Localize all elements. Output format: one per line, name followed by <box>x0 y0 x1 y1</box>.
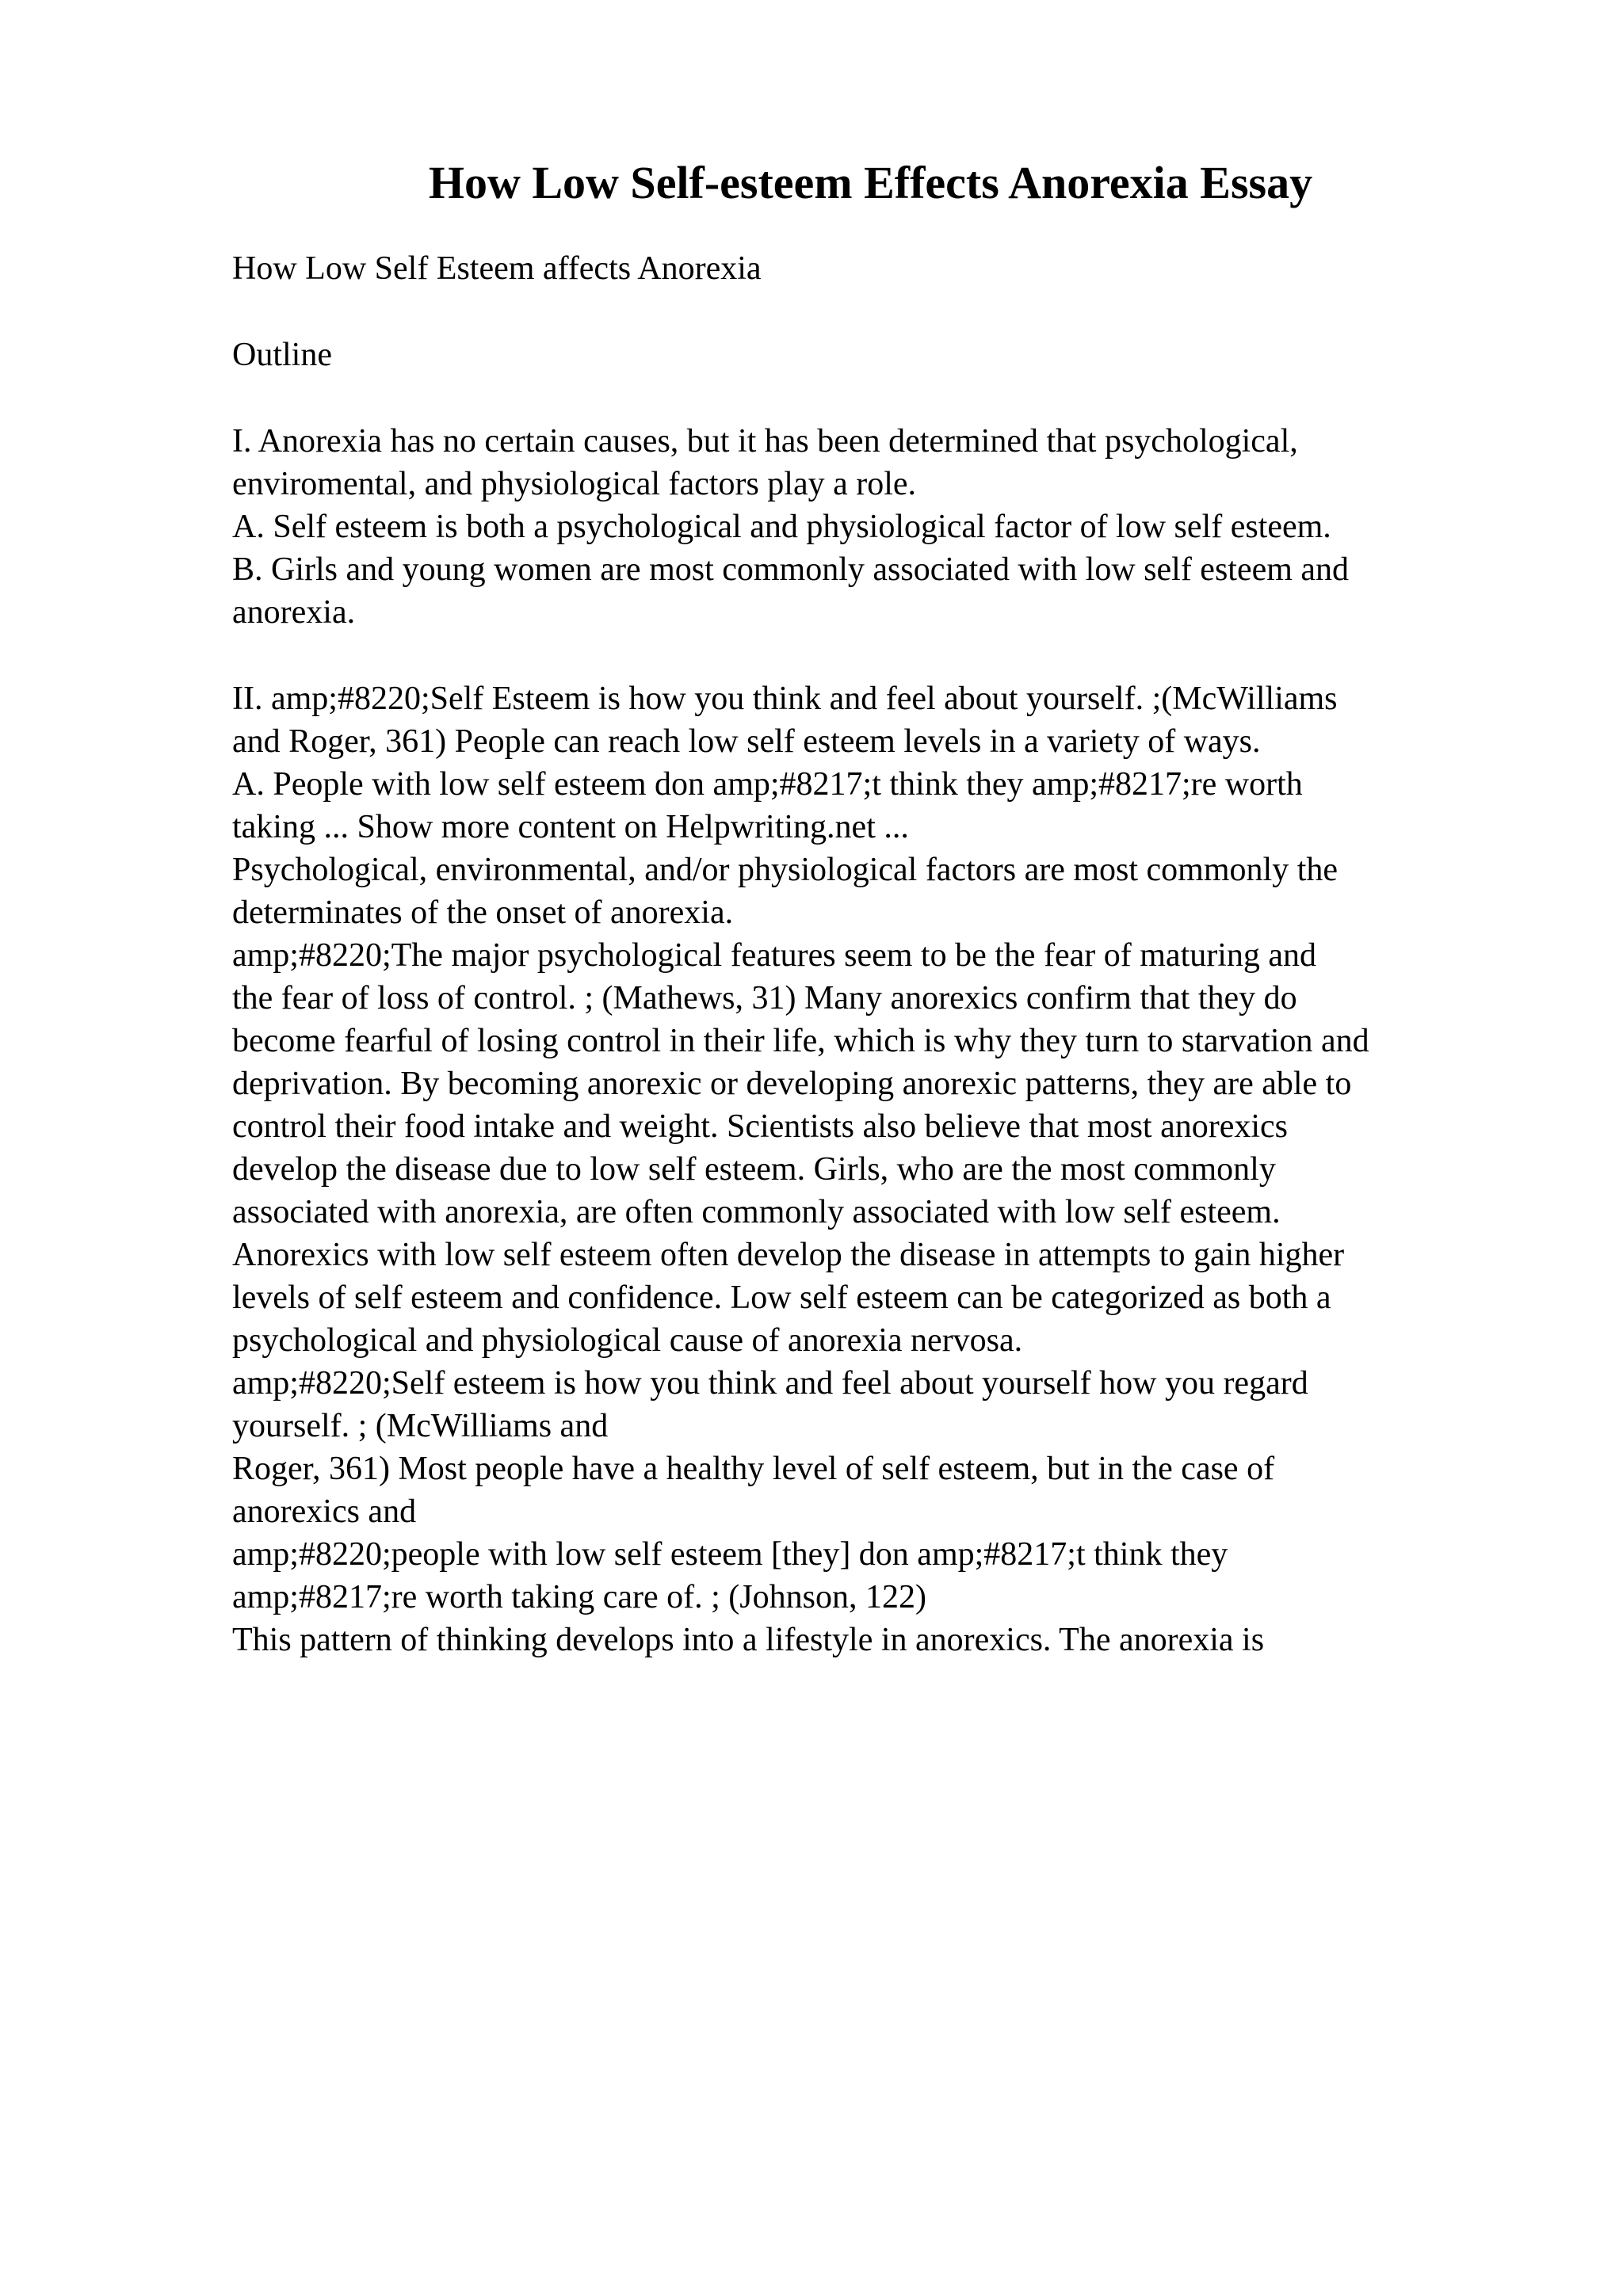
document-subtitle <box>232 247 1532 290</box>
text-line: yourself. ; (McWilliams and <box>232 1408 609 1444</box>
text-line: B. Girls and young women are most commonly associated with low self esteem and <box>232 551 1350 588</box>
document-title: How Low Self-esteem Effects Anorexia Essay <box>428 157 1313 208</box>
text-line: enviromental, and physiological factors play a role. <box>232 466 917 502</box>
text-line: amp;#8220;Self esteem is how you think and feel about yourself how you regard <box>232 1365 1308 1402</box>
text-line: psychological and physiological cause of anorexia nervosa. <box>232 1322 1023 1359</box>
text-line: levels of self esteem and confidence. Low self esteem can be categorized as both a <box>232 1280 1331 1316</box>
outline-heading <box>232 334 1532 376</box>
text-line: determinates of the onset of anorexia. <box>232 894 734 931</box>
text-line: This pattern of thinking develops into a lifestyle in anorexics. The anorexia is <box>232 1622 1265 1658</box>
outline-heading-text: Outline <box>232 337 332 373</box>
text-line: develop the disease due to low self esteem. Girls, who are the most commonly <box>232 1151 1276 1188</box>
text-line: II. amp;#8220;Self Esteem is how you think and feel about yourself. ;(McWilliams <box>232 681 1338 717</box>
text-line: Roger, 361) Most people have a healthy level of self esteem, but in the case of <box>232 1451 1275 1487</box>
text-line: Psychological, environmental, and/or physiological factors are most commonly the <box>232 852 1338 888</box>
text-line: amp;#8220;people with low self esteem [they] don amp;#8217;t think they <box>232 1536 1228 1573</box>
text-line: the fear of loss of control. ; (Mathews, 31) Many anorexics confirm that they do <box>232 980 1297 1016</box>
text-line: and Roger, 361) People can reach low self esteem levels in a variety of ways. <box>232 723 1261 760</box>
text-line: I. Anorexia has no certain causes, but it has been determined that psychological, <box>232 423 1298 460</box>
text-line: deprivation. By becoming anorexic or developing anorexic patterns, they are able to <box>232 1066 1352 1102</box>
outline-section-one <box>232 420 1532 634</box>
text-line: amp;#8220;The major psychological features seem to be the fear of maturing and <box>232 937 1317 974</box>
text-line: become fearful of losing control in their life, which is why they turn to starvation and <box>232 1023 1369 1059</box>
outline-section-two <box>232 677 1532 1661</box>
text-line: A. People with low self esteem don amp;#8217;t think they amp;#8217;re worth <box>232 766 1303 803</box>
text-line: amp;#8217;re worth taking care of. ; (Johnson, 122) <box>232 1579 926 1615</box>
text-line: anorexics and <box>232 1493 417 1530</box>
subtitle-line: How Low Self Esteem affects Anorexia <box>232 250 762 287</box>
text-line: taking ... Show more content on Helpwriting.net ... <box>232 809 909 845</box>
text-line: Anorexics with low self esteem often develop the disease in attempts to gain higher <box>232 1237 1345 1273</box>
text-line: control their food intake and weight. Scientists also believe that most anorexics <box>232 1108 1289 1145</box>
text-line: anorexia. <box>232 594 356 631</box>
text-line: A. Self esteem is both a psychological and physiological factor of low self esteem. <box>232 509 1331 545</box>
text-line: associated with anorexia, are often commonly associated with low self esteem. <box>232 1194 1281 1230</box>
